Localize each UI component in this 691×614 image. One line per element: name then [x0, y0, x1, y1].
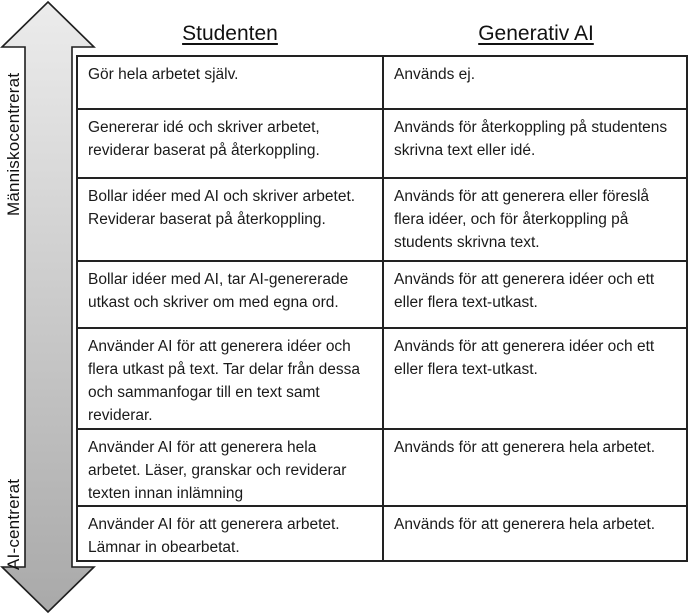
table-row — [78, 260, 686, 329]
ai-centered-axis-label: AI-centrerat — [4, 478, 23, 570]
table-row — [78, 327, 686, 430]
student-cell: Genererar idé och skriver arbetet, reviderar baserat på återkoppling. — [78, 110, 384, 179]
student-cell: Gör hela arbetet själv. — [78, 57, 384, 108]
student-cell: Bollar idéer med AI och skriver arbetet. Reviderar baserat på återkoppling. — [78, 179, 384, 262]
ai-cell: Används för att generera idéer och ett eller flera text-utkast. — [394, 338, 655, 378]
table-row — [78, 505, 686, 562]
student-cell: Använder AI för att generera idéer och flera utkast på text. Tar delar från dessa och sammanfogar till en text samt reviderar. — [78, 329, 384, 430]
ai-cell: Används för att generera hela arbetet. — [394, 439, 656, 456]
table-row — [78, 428, 686, 507]
ai-cell: Används för att generera idéer och ett eller flera text-utkast. — [394, 271, 655, 311]
human-centered-axis-label: Människocentrerat — [4, 72, 23, 216]
ai-cell: Används för återkoppling på studentens skrivna text eller idé. — [394, 119, 668, 159]
student-cell: Bollar idéer med AI, tar AI-genererade utkast och skriver om med egna ord. — [78, 262, 384, 329]
ai-cell: Används för att generera eller föreslå flera idéer, och för återkoppling på students skrivna text. — [394, 188, 650, 251]
generative-ai-column-header: Generativ AI — [478, 22, 594, 45]
ai-usage-table — [76, 55, 688, 562]
ai-cell: Används för att generera hela arbetet. — [394, 516, 656, 533]
table-row — [78, 57, 686, 108]
table-row — [78, 108, 686, 179]
student-cell: Använder AI för att generera hela arbetet. Läser, granskar och reviderar texten innan inlämning — [78, 430, 384, 507]
student-column-header: Studenten — [182, 22, 278, 45]
ai-cell: Används ej. — [394, 66, 475, 83]
student-cell: Använder AI för att generera arbetet. Lämnar in obearbetat. — [78, 507, 384, 562]
table-row — [78, 177, 686, 262]
